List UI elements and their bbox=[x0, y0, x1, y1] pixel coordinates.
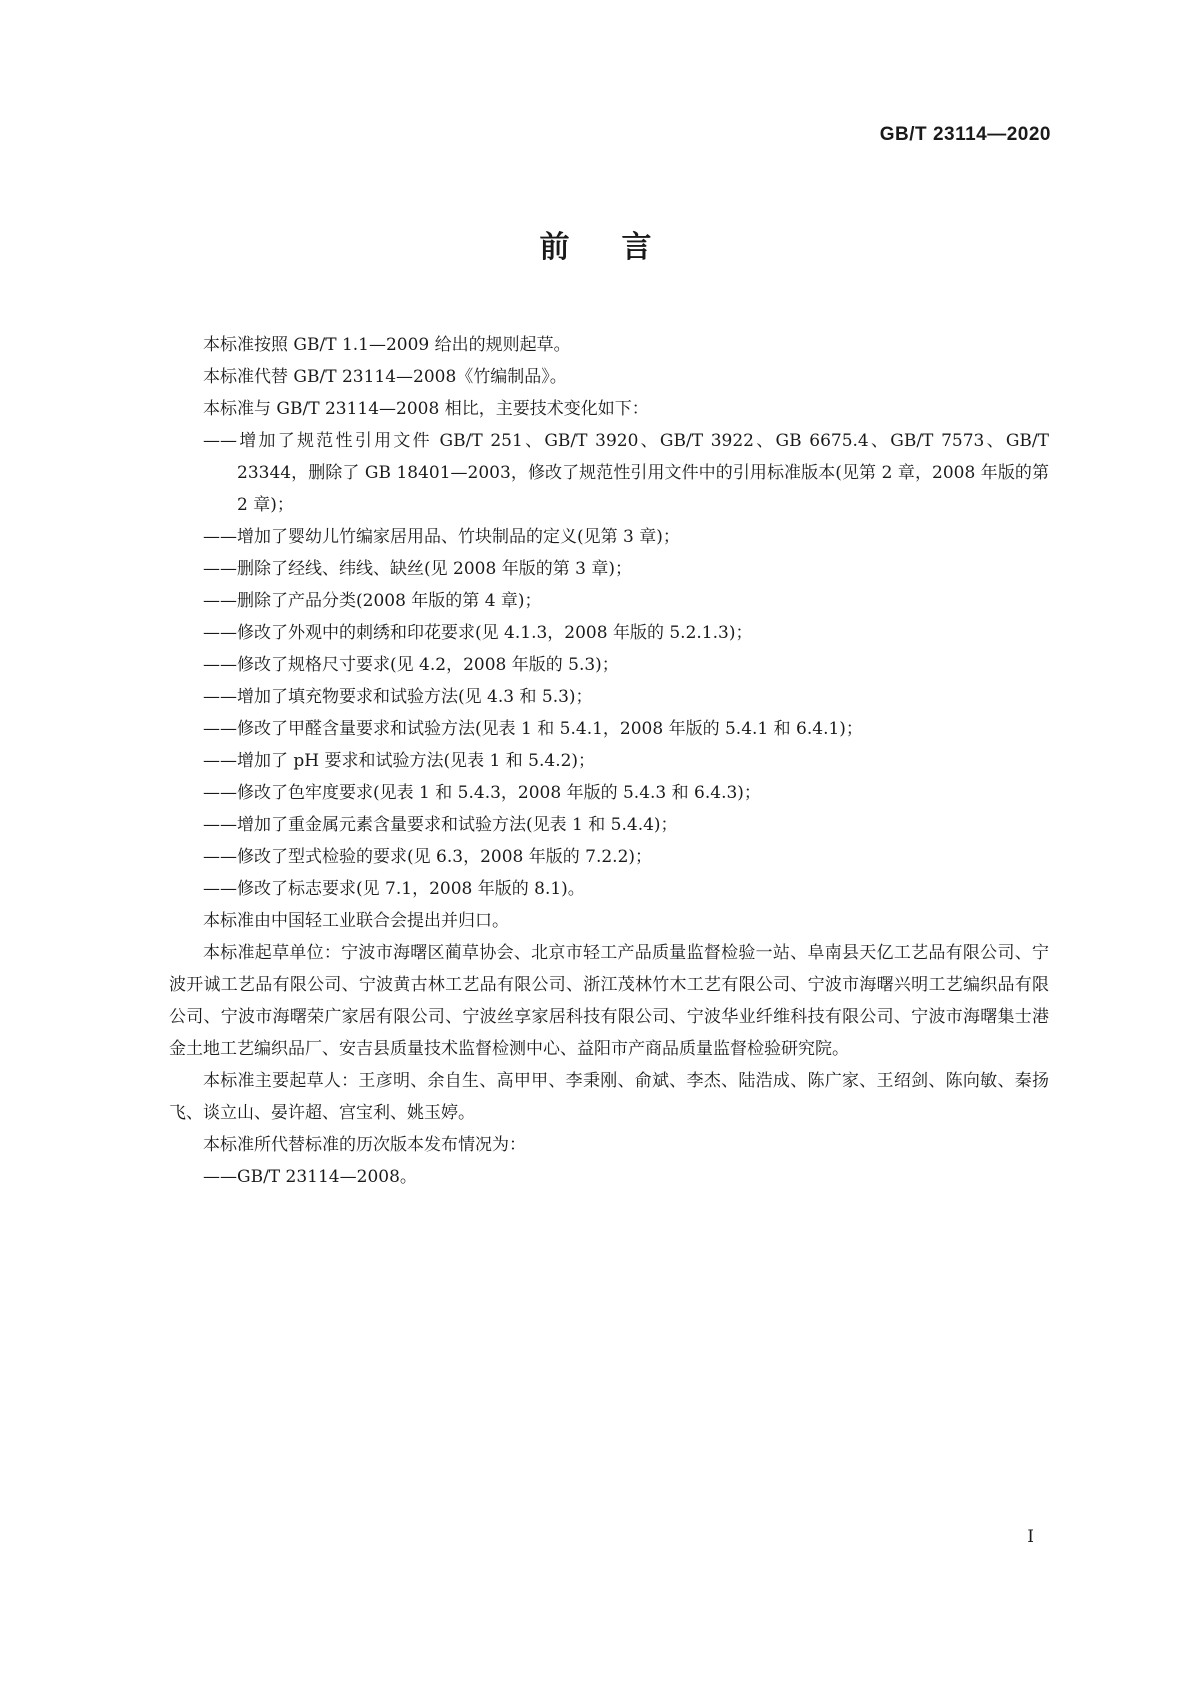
list-item: ——修改了外观中的刺绣和印花要求(见 4.1.3，2008 年版的 5.2.1.3)； bbox=[203, 623, 753, 643]
paragraph-replaces: 本标准代替 GB/T 23114—2008《竹编制品》。 bbox=[203, 367, 567, 387]
list-item: ——删除了产品分类(2008 年版的第 4 章)； bbox=[203, 591, 542, 611]
list-item: ——修改了甲醛含量要求和试验方法(见表 1 和 5.4.1，2008 年版的 5.4.1 和 6.4.1)； bbox=[203, 719, 863, 739]
list-item: ——删除了经线、纬线、缺丝(见 2008 年版的第 3 章)； bbox=[203, 559, 632, 579]
standard-code: GB/T 23114—2020 bbox=[879, 124, 1051, 145]
paragraph-proposer: 本标准由中国轻工业联合会提出并归口。 bbox=[203, 911, 509, 931]
list-item: ——增加了填充物要求和试验方法(见 4.3 和 5.3)； bbox=[203, 687, 593, 707]
paragraph-drafting-rules: 本标准按照 GB/T 1.1—2009 给出的规则起草。 bbox=[203, 335, 571, 355]
paragraph-drafting-units: 本标准起草单位：宁波市海曙区蔺草协会、北京市轻工产品质量监督检验一站、阜南县天亿工艺品有限公司、宁波开诚工艺品有限公司、宁波黄古林工艺品有限公司、浙江茂林竹木工艺有限公司、宁波市海曙兴明工艺编织品有限公司、宁波市海曙荣广家居有限公司、宁波丝享家居科技有限公司、宁波华业纤维科技有限公司、宁波市海曙集士港金土地工艺编织品厂、安吉县质量技术监督检测中心、益阳市产商品质量监督检验研究院。 bbox=[169, 943, 1049, 1059]
page-title: 前言 bbox=[539, 230, 704, 265]
list-item: ——修改了规格尺寸要求(见 4.2，2008 年版的 5.3)； bbox=[203, 655, 619, 675]
paragraph-drafters: 本标准主要起草人：王彦明、余自生、高甲甲、李秉刚、俞斌、李杰、陆浩成、陈广家、王绍剑、陈向敏、秦扬飞、谈立山、晏许超、宫宝利、姚玉婷。 bbox=[169, 1071, 1049, 1123]
list-item: ——GB/T 23114—2008。 bbox=[203, 1167, 417, 1187]
paragraph-version-history: 本标准所代替标准的历次版本发布情况为： bbox=[203, 1135, 526, 1155]
list-item: ——修改了型式检验的要求(见 6.3，2008 年版的 7.2.2)； bbox=[203, 847, 653, 867]
list-item: ——修改了标志要求(见 7.1，2008 年版的 8.1)。 bbox=[203, 879, 585, 899]
list-item: ——增加了婴幼儿竹编家居用品、竹块制品的定义(见第 3 章)； bbox=[203, 527, 680, 547]
page-number: I bbox=[1027, 1527, 1034, 1547]
previous-versions-list bbox=[169, 1161, 1049, 1193]
list-item: ——增加了 pH 要求和试验方法(见表 1 和 5.4.2)； bbox=[203, 751, 596, 771]
list-item: ——增加了规范性引用文件 GB/T 251、GB/T 3920、GB/T 3922、GB 6675.4、GB/T 7573、GB/T 23344，删除了 GB 18401—2003，修改了规范性引用文件中的引用标准版本(见第 2 章，2008 年版的第 2 章)； bbox=[203, 431, 1049, 515]
paragraph-changes-intro: 本标准与 GB/T 23114—2008 相比，主要技术变化如下： bbox=[203, 399, 649, 419]
list-item: ——修改了色牢度要求(见表 1 和 5.4.3，2008 年版的 5.4.3 和 6.4.3)； bbox=[203, 783, 761, 803]
document-body bbox=[169, 329, 1049, 1193]
list-item: ——增加了重金属元素含量要求和试验方法(见表 1 和 5.4.4)； bbox=[203, 815, 678, 835]
changes-list bbox=[169, 425, 1049, 905]
